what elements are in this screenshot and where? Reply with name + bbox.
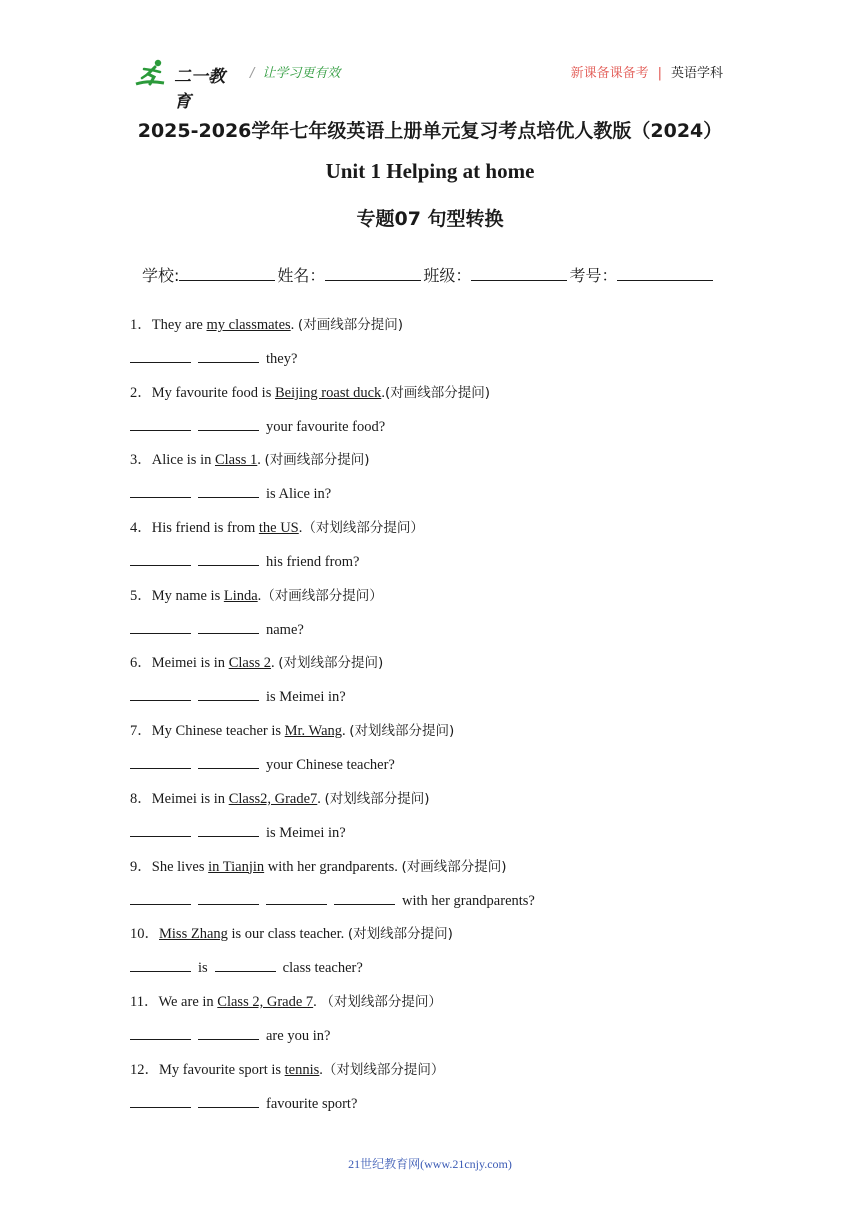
header-right-text: 新课备课备考 xyxy=(570,66,649,81)
answer-text: with her grandparents? xyxy=(402,892,535,909)
question-list xyxy=(130,312,750,1124)
answer-line-3 xyxy=(130,481,750,515)
answer-blank[interactable] xyxy=(198,822,259,837)
underlined-target: tennis xyxy=(284,1061,320,1078)
question-7 xyxy=(130,718,750,752)
question-3 xyxy=(130,447,750,481)
slogan xyxy=(250,62,340,81)
question-11 xyxy=(130,989,750,1023)
exam-number-label: 考号： xyxy=(569,266,618,285)
question-number: 3． xyxy=(130,452,152,469)
footer-source: 21世纪教育网(www.21cnjy.com) xyxy=(348,1157,512,1171)
question-6 xyxy=(130,650,750,684)
instruction-text: (对画线部分提问) xyxy=(264,452,370,469)
answer-blank[interactable] xyxy=(215,957,276,972)
answer-text: your Chinese teacher? xyxy=(266,757,395,774)
school-label: 学校: xyxy=(142,266,180,285)
question-text: with her grandparents. xyxy=(264,858,402,875)
question-number: 10． xyxy=(130,926,159,943)
underlined-target: Class 1 xyxy=(214,452,258,469)
question-number: 11． xyxy=(130,993,159,1010)
answer-blank[interactable] xyxy=(198,1025,259,1040)
instruction-text: (对画线部分提问) xyxy=(384,384,490,401)
underlined-target: Mr. Wang xyxy=(284,723,343,740)
instruction-text: （对划线部分提问） xyxy=(322,1061,445,1078)
unit-title: Unit 1 Helping at home xyxy=(325,159,535,183)
answer-text: name? xyxy=(266,621,304,638)
underlined-target: Miss Zhang xyxy=(159,926,228,943)
answer-text: they? xyxy=(266,351,298,367)
student-info-row xyxy=(142,263,715,286)
instruction-text: (对画线部分提问) xyxy=(297,317,403,333)
question-text: My favourite sport is xyxy=(159,1061,285,1078)
answer-blank[interactable] xyxy=(130,551,191,566)
question-text: She lives xyxy=(151,858,209,875)
subject-label: 英语学科 xyxy=(670,66,723,81)
question-number: 6． xyxy=(130,655,152,672)
question-text: . xyxy=(381,384,385,401)
answer-blank[interactable] xyxy=(130,416,191,431)
underlined-target: the US xyxy=(258,520,299,537)
answer-blank[interactable] xyxy=(198,551,259,566)
instruction-text: (对划线部分提问) xyxy=(278,655,384,672)
exam-number-field[interactable] xyxy=(617,264,713,281)
question-4 xyxy=(130,515,750,549)
answer-text: his friend from? xyxy=(266,554,360,571)
question-text: My Chinese teacher is xyxy=(151,723,285,740)
answer-text: is xyxy=(198,960,208,977)
question-text: . xyxy=(342,723,350,740)
question-1 xyxy=(130,312,750,346)
question-text: My favourite food is xyxy=(151,384,275,401)
instruction-text: (对划线部分提问) xyxy=(324,790,430,807)
question-text: His friend is from xyxy=(151,520,259,537)
answer-text: your favourite food? xyxy=(266,418,386,435)
class-field[interactable] xyxy=(471,264,567,281)
underlined-target: Class2, Grade7 xyxy=(228,790,318,807)
question-text: . xyxy=(257,587,262,604)
underlined-target: Linda xyxy=(223,587,258,604)
answer-line-11 xyxy=(130,1023,750,1057)
question-number: 8． xyxy=(130,790,152,807)
answer-blank[interactable] xyxy=(130,957,191,972)
question-text: . xyxy=(290,317,298,333)
answer-blank[interactable] xyxy=(198,754,259,769)
instruction-text: （对画线部分提问） xyxy=(261,587,383,604)
slogan-text: 让学习更有效 xyxy=(262,66,341,81)
answer-text: is Meimei in? xyxy=(266,689,346,706)
question-number: 9． xyxy=(130,858,152,875)
answer-line-12 xyxy=(130,1091,750,1125)
instruction-text: (对画线部分提问) xyxy=(401,858,507,875)
answer-blank[interactable] xyxy=(130,1093,191,1108)
question-number: 7． xyxy=(130,723,152,740)
name-label: 姓名： xyxy=(277,266,326,285)
question-text: is our class teacher. xyxy=(227,926,348,943)
answer-line-5 xyxy=(130,617,750,651)
answer-blank[interactable] xyxy=(198,348,259,363)
question-text: Meimei is in xyxy=(151,655,229,672)
slash-divider-icon: / xyxy=(250,66,255,81)
question-text: . xyxy=(319,1061,323,1078)
answer-line-4 xyxy=(130,549,750,583)
answer-text: is Meimei in? xyxy=(266,824,346,841)
instruction-text: （对划线部分提问） xyxy=(320,993,442,1010)
class-label: 班级： xyxy=(423,266,472,285)
instruction-text: (对划线部分提问) xyxy=(347,926,453,943)
answer-line-8 xyxy=(130,820,750,854)
question-8 xyxy=(130,786,750,820)
question-text: My name is xyxy=(151,587,224,604)
question-text: . xyxy=(313,993,321,1010)
name-field[interactable] xyxy=(325,264,421,281)
answer-blank[interactable] xyxy=(198,483,259,498)
header-right xyxy=(571,62,723,81)
instruction-text: （对划线部分提问） xyxy=(302,520,424,537)
question-text: . xyxy=(257,452,265,469)
answer-text: is Alice in? xyxy=(266,486,332,503)
answer-blank[interactable] xyxy=(198,619,259,634)
question-text: . xyxy=(270,655,279,672)
underlined-target: Beijing roast duck xyxy=(274,384,382,401)
question-text: Alice is in xyxy=(151,452,215,469)
logo-text: 二一教育 xyxy=(174,67,225,112)
question-9 xyxy=(130,854,750,888)
answer-blank[interactable] xyxy=(130,1025,191,1040)
question-number: 5． xyxy=(130,587,152,604)
answer-blank[interactable] xyxy=(130,348,191,363)
answer-blank[interactable] xyxy=(130,483,191,498)
answer-blank[interactable] xyxy=(130,686,191,701)
question-text: Meimei is in xyxy=(151,790,229,807)
question-12 xyxy=(130,1057,750,1091)
answer-blank[interactable] xyxy=(130,619,191,634)
question-number: 12． xyxy=(130,1061,159,1078)
answer-line-1 xyxy=(130,346,750,380)
underlined-target: in Tianjin xyxy=(208,858,265,875)
underlined-target: my classmates xyxy=(206,317,291,333)
topic-title: 专题07 句型转换 xyxy=(356,208,504,230)
pipe-divider-icon: | xyxy=(657,66,662,81)
question-text: . xyxy=(317,790,325,807)
answer-line-2 xyxy=(130,414,750,448)
answer-line-9 xyxy=(130,888,750,922)
page-header xyxy=(0,0,860,112)
question-number: 1． xyxy=(130,317,152,333)
question-text: We are in xyxy=(158,993,218,1010)
question-text: They are xyxy=(151,317,207,333)
question-text: . xyxy=(298,520,303,537)
answer-text: favourite sport? xyxy=(266,1095,358,1112)
school-field[interactable] xyxy=(179,264,275,281)
answer-blank[interactable] xyxy=(130,754,191,769)
answer-blank[interactable] xyxy=(198,686,259,701)
answer-blank[interactable] xyxy=(198,1093,259,1108)
logo xyxy=(134,56,240,112)
document-title: 2025-2026学年七年级英语上册单元复习考点培优人教版（2024） xyxy=(137,120,723,142)
answer-blank[interactable] xyxy=(198,416,259,431)
underlined-target: Class 2 xyxy=(228,655,271,672)
instruction-text: (对划线部分提问) xyxy=(349,723,455,740)
runner-logo-icon xyxy=(134,58,170,88)
answer-line-10 xyxy=(130,955,750,989)
answer-blank[interactable] xyxy=(130,822,191,837)
answer-line-7 xyxy=(130,752,750,786)
answer-line-6 xyxy=(130,684,750,718)
question-number: 4． xyxy=(130,520,152,537)
question-5 xyxy=(130,583,750,617)
answer-text: class teacher? xyxy=(282,960,363,977)
question-number: 2． xyxy=(130,384,152,401)
answer-blank[interactable] xyxy=(334,890,395,905)
question-10 xyxy=(130,921,750,955)
question-2 xyxy=(130,380,750,414)
answer-blank[interactable] xyxy=(130,890,191,905)
answer-text: are you in? xyxy=(266,1027,331,1044)
answer-blank[interactable] xyxy=(198,890,259,905)
answer-blank[interactable] xyxy=(266,890,327,905)
underlined-target: Class 2, Grade 7 xyxy=(217,993,314,1010)
